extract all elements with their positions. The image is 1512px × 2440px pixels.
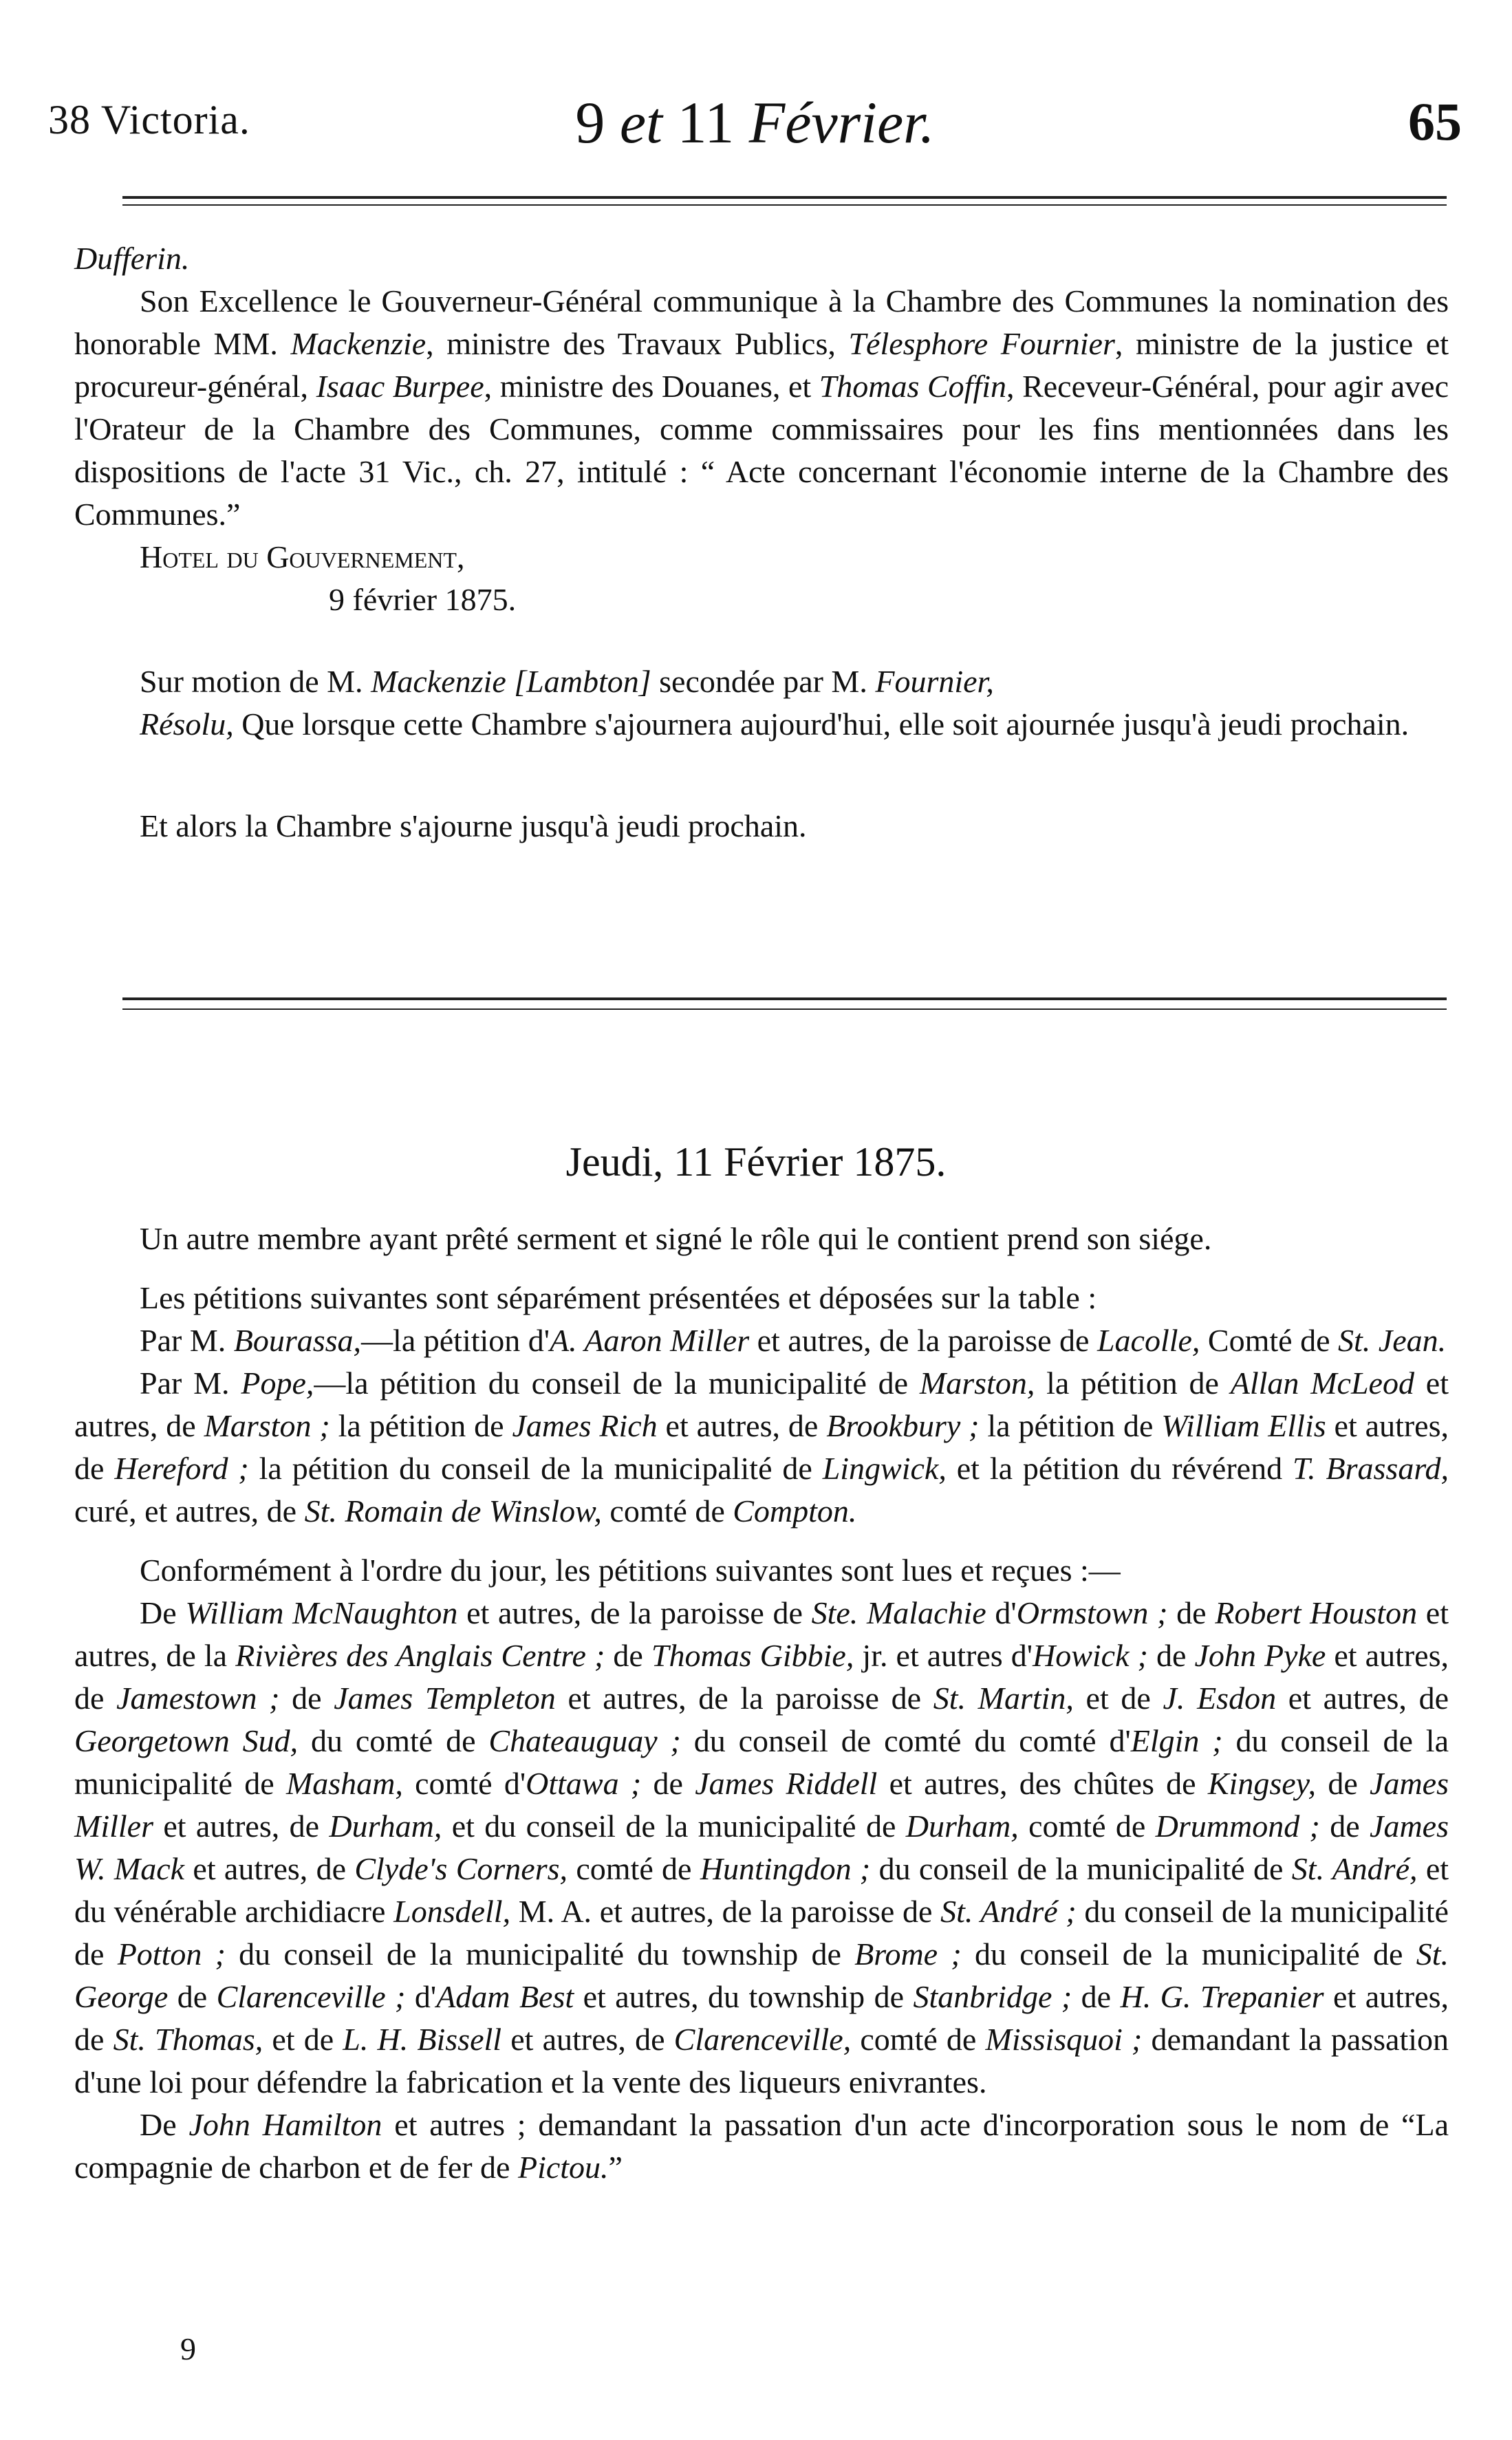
proclamation-date: 9 février 1875. [329,582,517,617]
petition-pope: Par M. Pope,—la pétition du conseil de la municipalité de Marston, la pétition de Allan McLeod et autres, de Marston ; la pétition de James Rich et autres, de Brookbury ; la pétition de William Ellis et autres, de Hereford ; la pétition du conseil de la municipalité de Lingwick, et la pétition du révérend T. Brassard, curé, et autres, de St. Romain de Winslow, comté de Compton. [74,1365,1449,1529]
signature-mark: 9 [180,2331,196,2366]
page-number: 65 [1408,91,1462,151]
proclamation-place: Hotel du Gouvernement, [140,539,465,574]
petitions-read-list: De William McNaughton et autres, de la paroisse de Ste. Malachie d'Ormstown ; de Robert Houston et autres, de la Rivières des Anglais Centre ; de Thomas Gibbie, jr. et autres d'Howick ; de John Pyke et autres, de Jamestown ; de James Templeton et autres, de la paroisse de St. Martin, et de J. Esdon et autres, de Georgetown Sud, du comté de Chateauguay ; du conseil de comté du comté d'Elgin ; du conseil de la municipalité de Masham, comté d'Ottawa ; de James Riddell et autres, des chûtes de Kingsey, de James Miller et autres, de Durham, et du conseil de la municipalité de Durham, comté de Drummond ; de James W. Mack et autres, de Clyde's Corners, comté de Huntingdon ; du conseil de la municipalité de St. André, et du vénérable archidiacre Lonsdell, M. A. et autres, de la paroisse de St. André ; du conseil de la municipalité de Potton ; du conseil de la municipalité du township de Brome ; du conseil de la municipalité de St. George de Clarenceville ; d'Adam Best et autres, du township de Stanbridge ; de H. G. Trepanier et autres, de St. Thomas, et de L. H. Bissell et autres, de Clarenceville, comté de Missisquoi ; demandant la passation d'une loi pour défendre la fabrication et la vente des liqueurs enivrantes. [74,1595,1449,2099]
signer: Dufferin. [74,241,190,276]
petitions-intro: Les pétitions suivantes sont séparément présentées et déposées sur la table : [140,1280,1097,1315]
motion [74,660,1449,746]
oath-paragraph: Un autre membre ayant prêté serment et signé le rôle qui le contient prend son siége. [140,1221,1212,1256]
adjournment: Et alors la Chambre s'ajourne jusqu'à jeudi prochain. [140,808,807,843]
petition-hamilton: De John Hamilton et autres ; demandant la passation d'un acte d'incorporation sous le nom de “La compagnie de charbon et de fer de Pictou.” [74,2107,1449,2185]
proceedings [74,1218,1449,2189]
proclamation-text: Son Excellence le Gouverneur-Général communique à la Chambre des Communes la nomination des honorable MM. Mackenzie, ministre des Travaux Publics, Télesphore Fournier, ministre de la justice et procureur-général, Isaac Burpee, ministre des Douanes, et Thomas Coffin, Receveur-Général, pour agir avec l'Orateur de la Chambre des Communes, comme commissaires pour les fins mentionnées dans les dispositions de l'acte 31 Vic., ch. 27, intitulé : “ Acte concernant l'économie interne de la Chambre des Communes.” [74,283,1449,532]
header-rule-thin [122,204,1447,206]
motion-resolution: Résolu, Que lorsque cette Chambre s'ajournera aujourd'hui, elle soit ajournée jusqu'à jeudi prochain. [140,706,1410,742]
header-date: 9 et 11 Février. [575,89,935,155]
section-rule-thin [122,1008,1447,1010]
header-rule [122,196,1447,199]
proclamation [74,237,1449,621]
petitions-read-intro: Conformément à l'ordre du jour, les pétitions suivantes sont lues et reçues :— [140,1553,1121,1588]
section-title: Jeudi, 11 Février 1875. [565,1139,947,1185]
running-header [48,88,1462,164]
motion-mover: Sur motion de M. Mackenzie [Lambton] secondée par M. Fournier, [140,664,994,699]
section-rule [122,997,1447,1000]
header-volume: 38 Victoria. [48,97,250,142]
petition-bourassa: Par M. Bourassa,—la pétition d'A. Aaron Miller et autres, de la paroisse de Lacolle, Comté de St. Jean. [140,1323,1447,1358]
